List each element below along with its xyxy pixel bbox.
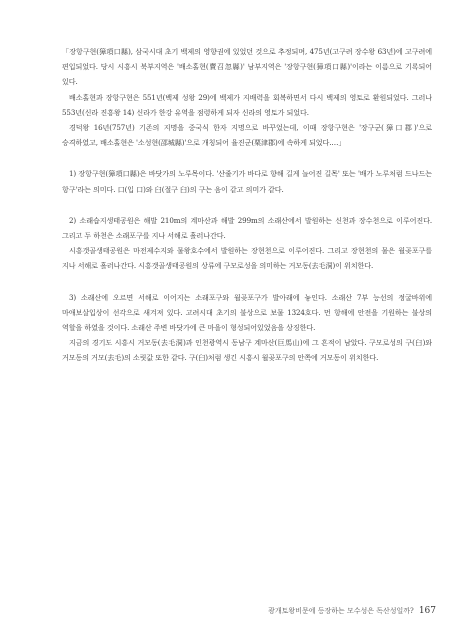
body-paragraph-2: 배소홀현과 장항구현은 551년(백제 성왕 29)에 백제가 지배력을 회복하면서 다시 백제의 영토로 환원되었다. 그러나 553년(신라 진흥왕 14) 신라가 한강 유역을 점령하게 되자 신라의 영토가 되었다. bbox=[62, 92, 432, 117]
body-paragraph-1: 「장항구현(獐項口縣), 삼국시대 초기 백제의 영향권에 있었던 것으로 추정되며, 475년(고구려 장수왕 63년)에 고구려에 편입되었다. 당시 시흥시 북부지역은 '배소홀현(賣召忽縣)' 남부지역은 '장항구현(獐項口縣)'이라는 이름으로 기록되어 있다. bbox=[62, 47, 432, 87]
page-footer bbox=[268, 606, 436, 616]
footnote-3b: 지금의 경기도 시흥시 거모동(去毛洞)과 인천광역시 동남구 계마산(巨馬山)에 그 흔적이 남았다. 구모로성의 구(臼)와 거모동의 거모(去毛)의 소릿값 또한 같다. 구(臼)처럼 생긴 시흥시 월곶포구의 안쪽에 거모동이 위치한다. bbox=[62, 338, 432, 363]
footnote-2a: 2) 소래습지생태공원은 해발 210m의 계마산과 해발 299m의 소래산에서 발원하는 신천과 장수천으로 이루어진다. 그리고 두 하천은 소래포구를 지나 서해로 흘러나간다. bbox=[62, 215, 432, 241]
document-page bbox=[62, 44, 432, 366]
page-number: 167 bbox=[418, 606, 436, 616]
footnote-3a: 3) 소래산에 오르면 서해로 이어지는 소래포구와 월곶포구가 발아래에 놓인다. 소래산 7부 능선의 정굴바위에 마애보살입상이 선각으로 새겨져 있다. 고려시대 초기의 불상으로 보물 1324호다. 먼 항해에 안전을 기원하는 불상의 역할을 하였을 것이다. 소래산 주변 바닷가에 큰 마을이 형성되어있었음을 상징한다. bbox=[62, 292, 432, 333]
footnote-2b: 시흥갯골생태공원은 마전제수지와 물왕호수에서 발원하는 장현천으로 이루어진다. 그리고 장현천의 물은 월곶포구를 지나 서해로 흘러나간다. 시흥갯골생태공원의 상류에 구모로성을 의미하는 거모동(去毛洞)이 위치한다. bbox=[62, 246, 432, 271]
running-title: 광개토왕비문에 등장하는 모수성은 독산성일까? bbox=[268, 607, 414, 615]
footnote-1: 1) 장항구현(獐項口縣)은 바닷가의 노루목이다. '산줄기가 바다로 향해 길게 늘어진 길목' 또는 '배가 노루처럼 드나드는 항구'라는 의미다. 口(입 口)와 臼(절구 臼)의 구는 음이 같고 의미가 같다. bbox=[62, 169, 432, 194]
body-paragraph-3: 경덕왕 16년(757년) 기존의 지명을 중국식 한자 지명으로 바꾸었는데, 이때 장항구현은 '장구군(獐口郡)'으로 승격하였고, 배소홀현은 '소성현(邵城縣)'으로 개칭되어 율진군(栗津郡)에 속하게 되었다.…」 bbox=[62, 123, 432, 148]
